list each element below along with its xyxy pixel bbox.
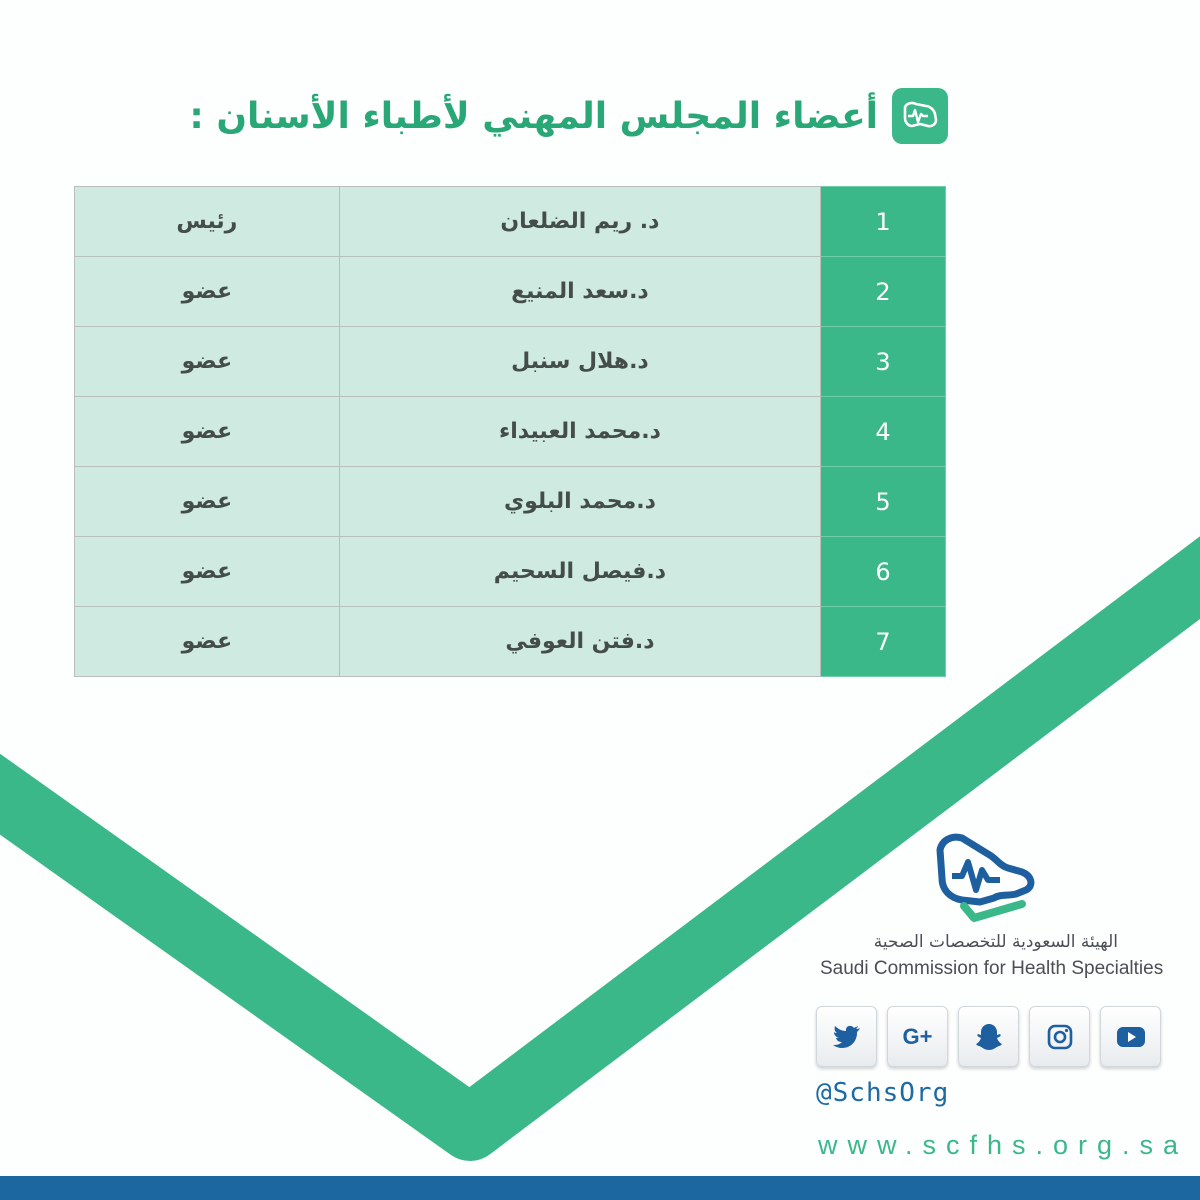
- table-row: [75, 187, 946, 257]
- member-role: عضو: [75, 607, 340, 677]
- social-links: [816, 1006, 1161, 1067]
- members-table: [74, 186, 946, 677]
- member-role: عضو: [75, 397, 340, 467]
- member-number: 6: [821, 537, 946, 607]
- youtube-icon[interactable]: [1100, 1006, 1161, 1067]
- member-name: د.فيصل السحيم: [339, 537, 820, 607]
- member-name: د.فتن العوفي: [339, 607, 820, 677]
- table-row: [75, 327, 946, 397]
- member-name: د.سعد المنيع: [339, 257, 820, 327]
- member-name: د.هلال سنبل: [339, 327, 820, 397]
- google-plus-icon[interactable]: G+: [887, 1006, 948, 1067]
- page-header: [189, 88, 948, 144]
- member-number: 1: [821, 187, 946, 257]
- member-number: 4: [821, 397, 946, 467]
- organization-name-english: Saudi Commission for Health Specialties: [820, 958, 1164, 979]
- member-role: رئيس: [75, 187, 340, 257]
- member-name: د. ريم الضلعان: [339, 187, 820, 257]
- table-row: [75, 257, 946, 327]
- table-row: [75, 467, 946, 537]
- organization-name-arabic: الهيئة السعودية للتخصصات الصحية: [873, 932, 1118, 952]
- scfhs-logo-icon: [930, 828, 1050, 928]
- instagram-icon[interactable]: [1029, 1006, 1090, 1067]
- table-row: [75, 607, 946, 677]
- member-role: عضو: [75, 467, 340, 537]
- member-name: د.محمد البلوي: [339, 467, 820, 537]
- member-role: عضو: [75, 257, 340, 327]
- member-number: 5: [821, 467, 946, 537]
- table-row: [75, 397, 946, 467]
- twitter-icon[interactable]: [816, 1006, 877, 1067]
- member-number: 7: [821, 607, 946, 677]
- member-role: عضو: [75, 327, 340, 397]
- bottom-brand-bar: [0, 1176, 1200, 1200]
- social-handle[interactable]: @SchsOrg: [816, 1078, 950, 1108]
- member-name: د.محمد العبيداء: [339, 397, 820, 467]
- snapchat-icon[interactable]: [958, 1006, 1019, 1067]
- website-link[interactable]: www.scfhs.org.sa: [818, 1130, 1189, 1160]
- member-number: 3: [821, 327, 946, 397]
- member-role: عضو: [75, 537, 340, 607]
- page-title: أعضاء المجلس المهني لأطباء الأسنان :: [189, 95, 878, 137]
- member-number: 2: [821, 257, 946, 327]
- table-row: [75, 537, 946, 607]
- health-pulse-icon: [892, 88, 948, 144]
